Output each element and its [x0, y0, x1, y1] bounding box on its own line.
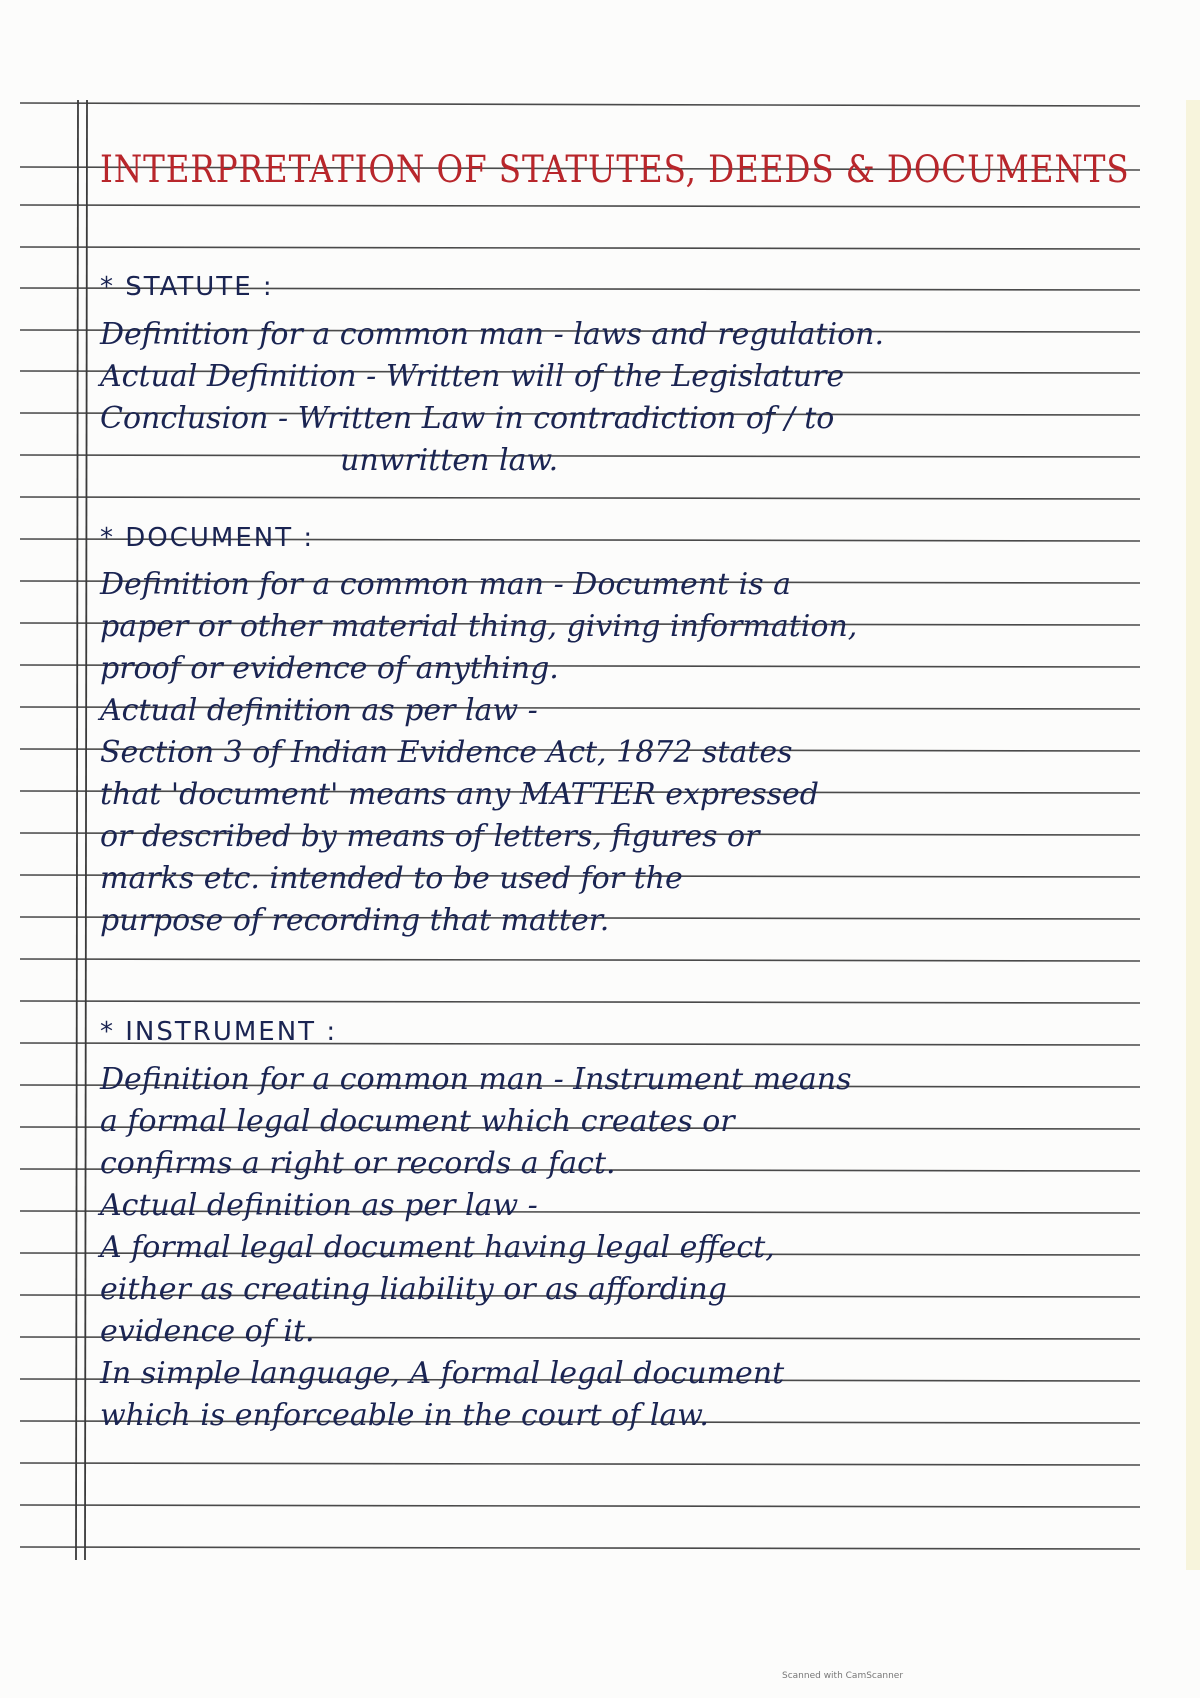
scanner-watermark: Scanned with CamScanner: [782, 1671, 904, 1681]
section-heading-instrument: * INSTRUMENT :: [100, 1017, 338, 1047]
instrument-line-8: In simple language, A formal legal document: [100, 1356, 785, 1391]
instrument-line-3: confirms a right or records a fact.: [100, 1146, 616, 1181]
statute-line-1: Definition for a common man - laws and regulation.: [100, 317, 885, 352]
statute-line-3: Conclusion - Written Law in contradiction of / to: [100, 401, 835, 436]
instrument-line-4: Actual definition as per law -: [100, 1188, 538, 1223]
instrument-line-2: a formal legal document which creates or: [100, 1104, 735, 1139]
instrument-line-7: evidence of it.: [100, 1314, 315, 1349]
statute-line-4: unwritten law.: [340, 443, 559, 478]
document-line-1: Definition for a common man - Document is a: [100, 567, 792, 602]
statute-line-2: Actual Definition - Written will of the Legislature: [100, 359, 845, 394]
document-line-9: purpose of recording that matter.: [100, 903, 610, 938]
page-title: INTERPRETATION OF STATUTES, DEEDS & DOCUMENTS: [100, 148, 1130, 191]
document-line-8: marks etc. intended to be used for the: [100, 861, 683, 896]
document-line-7: or described by means of letters, figures or: [100, 819, 760, 854]
document-line-6: that 'document' means any MATTER expressed: [100, 777, 819, 812]
document-line-3: proof or evidence of anything.: [100, 651, 559, 686]
document-line-4: Actual definition as per law -: [100, 693, 538, 728]
section-heading-document: * DOCUMENT :: [100, 523, 315, 553]
instrument-line-5: A formal legal document having legal effect,: [100, 1230, 775, 1265]
instrument-line-6: either as creating liability or as affording: [100, 1272, 727, 1307]
section-heading-statute: * STATUTE :: [100, 272, 274, 302]
instrument-line-9: which is enforceable in the court of law.: [100, 1398, 709, 1433]
instrument-line-1: Definition for a common man - Instrument means: [100, 1062, 852, 1097]
document-line-2: paper or other material thing, giving information,: [100, 609, 858, 644]
document-line-5: Section 3 of Indian Evidence Act, 1872 states: [100, 735, 793, 770]
